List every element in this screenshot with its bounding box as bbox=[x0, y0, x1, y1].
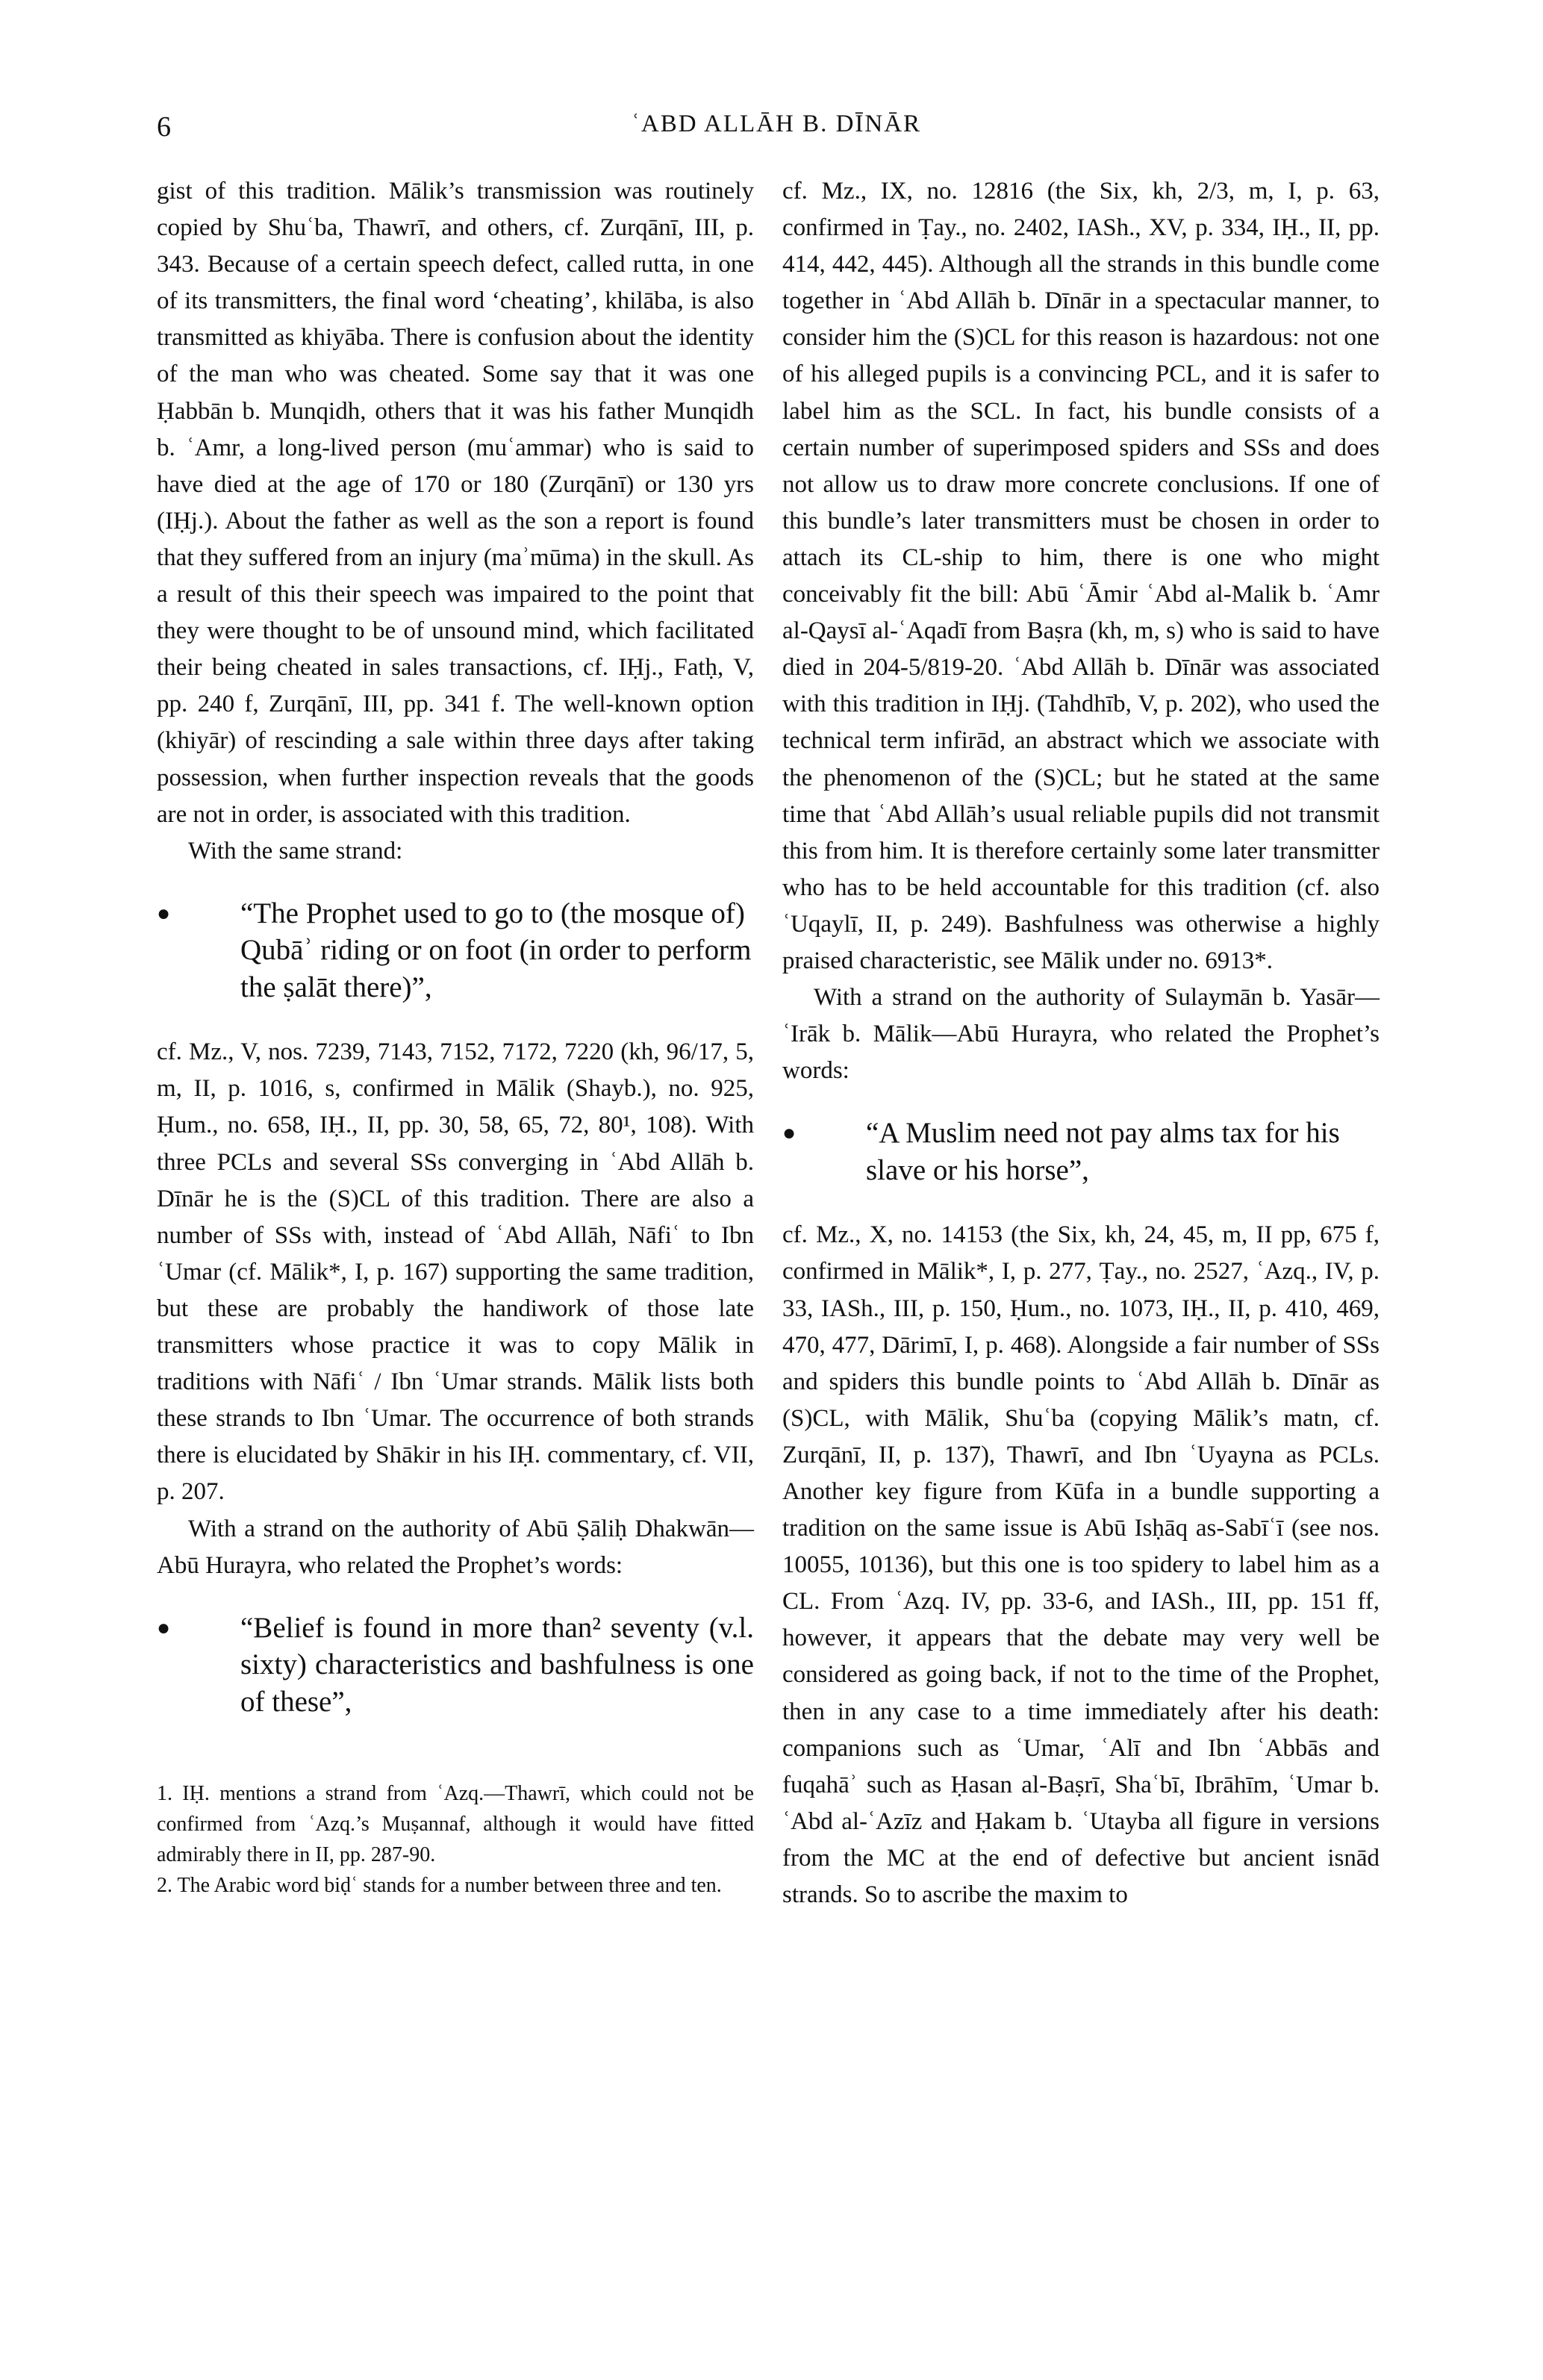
paragraph: gist of this tradition. Mālik’s transmission was routinely copied by Shuʿba, Thawrī, and others, cf. Zurqānī, III, p. 343. Because of a certain speech defect, called rutta, in one of its transmitters, the final word ‘cheating’, khilāba, is also transmitted as khiyāba. There is confusion about the identity of the man who was cheated. Some say that it was one Ḥabbān b. Munqidh, others that it was his father Munqidh b. ʿAmr, a long-lived person (muʿammar) who is said to have died at the age of 170 or 180 (Zurqānī) or 130 yrs (IḤj.). About the father as well as the son a report is found that they suffered from an injury (maʾmūma) in the skull. As a result of this their speech was impaired to the point that they were thought to be of unsound mind, which facilitated their being cheated in sales transactions, cf. IḤj., Fatḥ, V, pp. 240 f, Zurqānī, III, pp. 341 f. The well-known option (khiyār) of rescinding a sale within three days after taking possession, when further inspection reveals that the goods are not in order, is associated with this tradition. bbox=[157, 178, 754, 828]
paragraph: cf. Mz., V, nos. 7239, 7143, 7152, 7172, 7220 (kh, 96/17, 5, m, II, p. 1016, s, confirmed in Mālik (Shayb.), no. 925, Ḥum., no. 658, IḤ., II, pp. 30, 58, 65, 72, 80¹, 108). With three PCLs and several SSs converging in ʿAbd Allāh b. Dīnār he is the (S)CL of this tradition. There are also a number of SSs with, instead of ʿAbd Allāh, Nāfiʿ to Ibn ʿUmar (cf. Mālik*, I, p. 167) supporting the same tradition, but these are probably the handiwork of those late transmitters whose practice it was to copy Mālik in traditions with Nāfiʿ / Ibn ʿUmar strands. Mālik lists both these strands to Ibn ʿUmar. The occurrence of both strands there is elucidated by Shākir in his IḤ. commentary, cf. VII, p. 207. bbox=[157, 1038, 754, 1506]
footnote: 1. IḤ. mentions a strand from ʿAzq.—Thawrī, which could not be confirmed from ʿAzq.’s Muṣannaf, although it would have fitted admirably there in II, pp. 287-90. bbox=[157, 1782, 754, 1867]
quote-text: “A Muslim need not pay alms tax for his slave or his horse”, bbox=[866, 1117, 1340, 1186]
right-column bbox=[782, 173, 1380, 1913]
paragraph: With a strand on the authority of Abū Ṣāliḥ Dhakwān—Abū Hurayra, who related the Prophet’s words: bbox=[157, 1515, 754, 1579]
paragraph: cf. Mz., X, no. 14153 (the Six, kh, 24, 45, m, II pp, 675 f, confirmed in Mālik*, I, p. 277, Ṭay., no. 2527, ʿAzq., IV, p. 33, IASh., III, p. 150, Ḥum., no. 1073, IḤ., II, p. 410, 469, 470, 477, Dārimī, I, p. 468). Alongside a fair number of SSs and spiders this bundle points to ʿAbd Allāh b. Dīnār as (S)CL, with Mālik, Shuʿba (copying Mālik’s matn, cf. Zurqānī, II, p. 137), Thawrī, and Ibn ʿUyayna as PCLs. Another key figure from Kūfa in a bundle supporting a tradition on the same issue is Abū Isḥāq as-Sabīʿī (see nos. 10055, 10136), but this one is too spidery to label him as a CL. From ʿAzq. IV, pp. 33-6, and IASh., III, pp. 151 ff, however, it appears that the debate may very well be considered as going back, if not to the time of the Prophet, then in any case to a time immediately after his death: companions such as ʿUmar, ʿAlī and Ibn ʿAbbās and fuqahāʾ such as Ḥasan al-Baṣrī, Shaʿbī, Ibrāhīm, ʿUmar b. ʿAbd al-ʿAzīz and Ḥakam b. ʿUtayba all figure in versions from the MC at the end of defective but ancient isnād strands. So to ascribe the maxim to bbox=[782, 1221, 1380, 1909]
bullet-icon: ● bbox=[157, 1615, 171, 1640]
bullet-icon: ● bbox=[782, 1121, 797, 1146]
running-title: ʿABD ALLĀH B. DĪNĀR bbox=[631, 110, 922, 137]
paragraph: With a strand on the authority of Sulaymān b. Yasār—ʿIrāk b. Mālik—Abū Hurayra, who related the Prophet’s words: bbox=[782, 984, 1380, 1085]
page-number: 6 bbox=[157, 111, 171, 143]
quote-text: “Belief is found in more than² seventy (v.l. sixty) characteristics and bashfulness is one of these”, bbox=[240, 1611, 754, 1718]
quoted-tradition bbox=[782, 1115, 1380, 1189]
paragraph: cf. Mz., IX, no. 12816 (the Six, kh, 2/3, m, I, p. 63, confirmed in Ṭay., no. 2402, IASh., XV, p. 334, IḤ., II, pp. 414, 442, 445). Although all the strands in this bundle come together in ʿAbd Allāh b. Dīnār in a spectacular manner, to consider him the (S)CL for this reason is hazardous: not one of his alleged pupils is a convincing PCL, and it is safer to label him as the SCL. In fact, his bundle consists of a certain number of superimposed spiders and SSs and does not allow us to draw more concrete conclusions. If one of this bundle’s later transmitters must be chosen in order to attach its CL-ship to him, there is one who might conceivably fit the bill: Abū ʿĀmir ʿAbd al-Malik b. ʿAmr al-Qaysī al-ʿAqadī from Baṣra (kh, m, s) who is said to have died in 204-5/819-20. ʿAbd Allāh b. Dīnār was associated with this tradition in IḤj. (Tahdhīb, V, p. 202), who used the technical term infirād, an abstract which we associate with the phenomenon of the (S)CL; but he stated at the same time that ʿAbd Allāh’s usual reliable pupils did not transmit this from him. It is therefore certainly some later transmitter who has to be held accountable for this tradition (cf. also ʿUqaylī, II, p. 249). Bashfulness was otherwise a highly praised characteristic, see Mālik under no. 6913*. bbox=[782, 178, 1380, 974]
paragraph: With the same strand: bbox=[188, 837, 403, 865]
footnotes bbox=[157, 1778, 754, 1901]
quoted-tradition bbox=[157, 1610, 754, 1721]
left-column bbox=[157, 173, 754, 1901]
page-header bbox=[157, 110, 1396, 155]
quote-text: “The Prophet used to go to (the mosque of) Qubāʾ riding or on foot (in order to perform the ṣalāt there)”, bbox=[240, 897, 752, 1003]
footnote: 2. The Arabic word biḍʿ stands for a number between three and ten. bbox=[157, 1874, 722, 1898]
quoted-tradition bbox=[157, 895, 754, 1006]
bullet-icon: ● bbox=[157, 900, 171, 926]
